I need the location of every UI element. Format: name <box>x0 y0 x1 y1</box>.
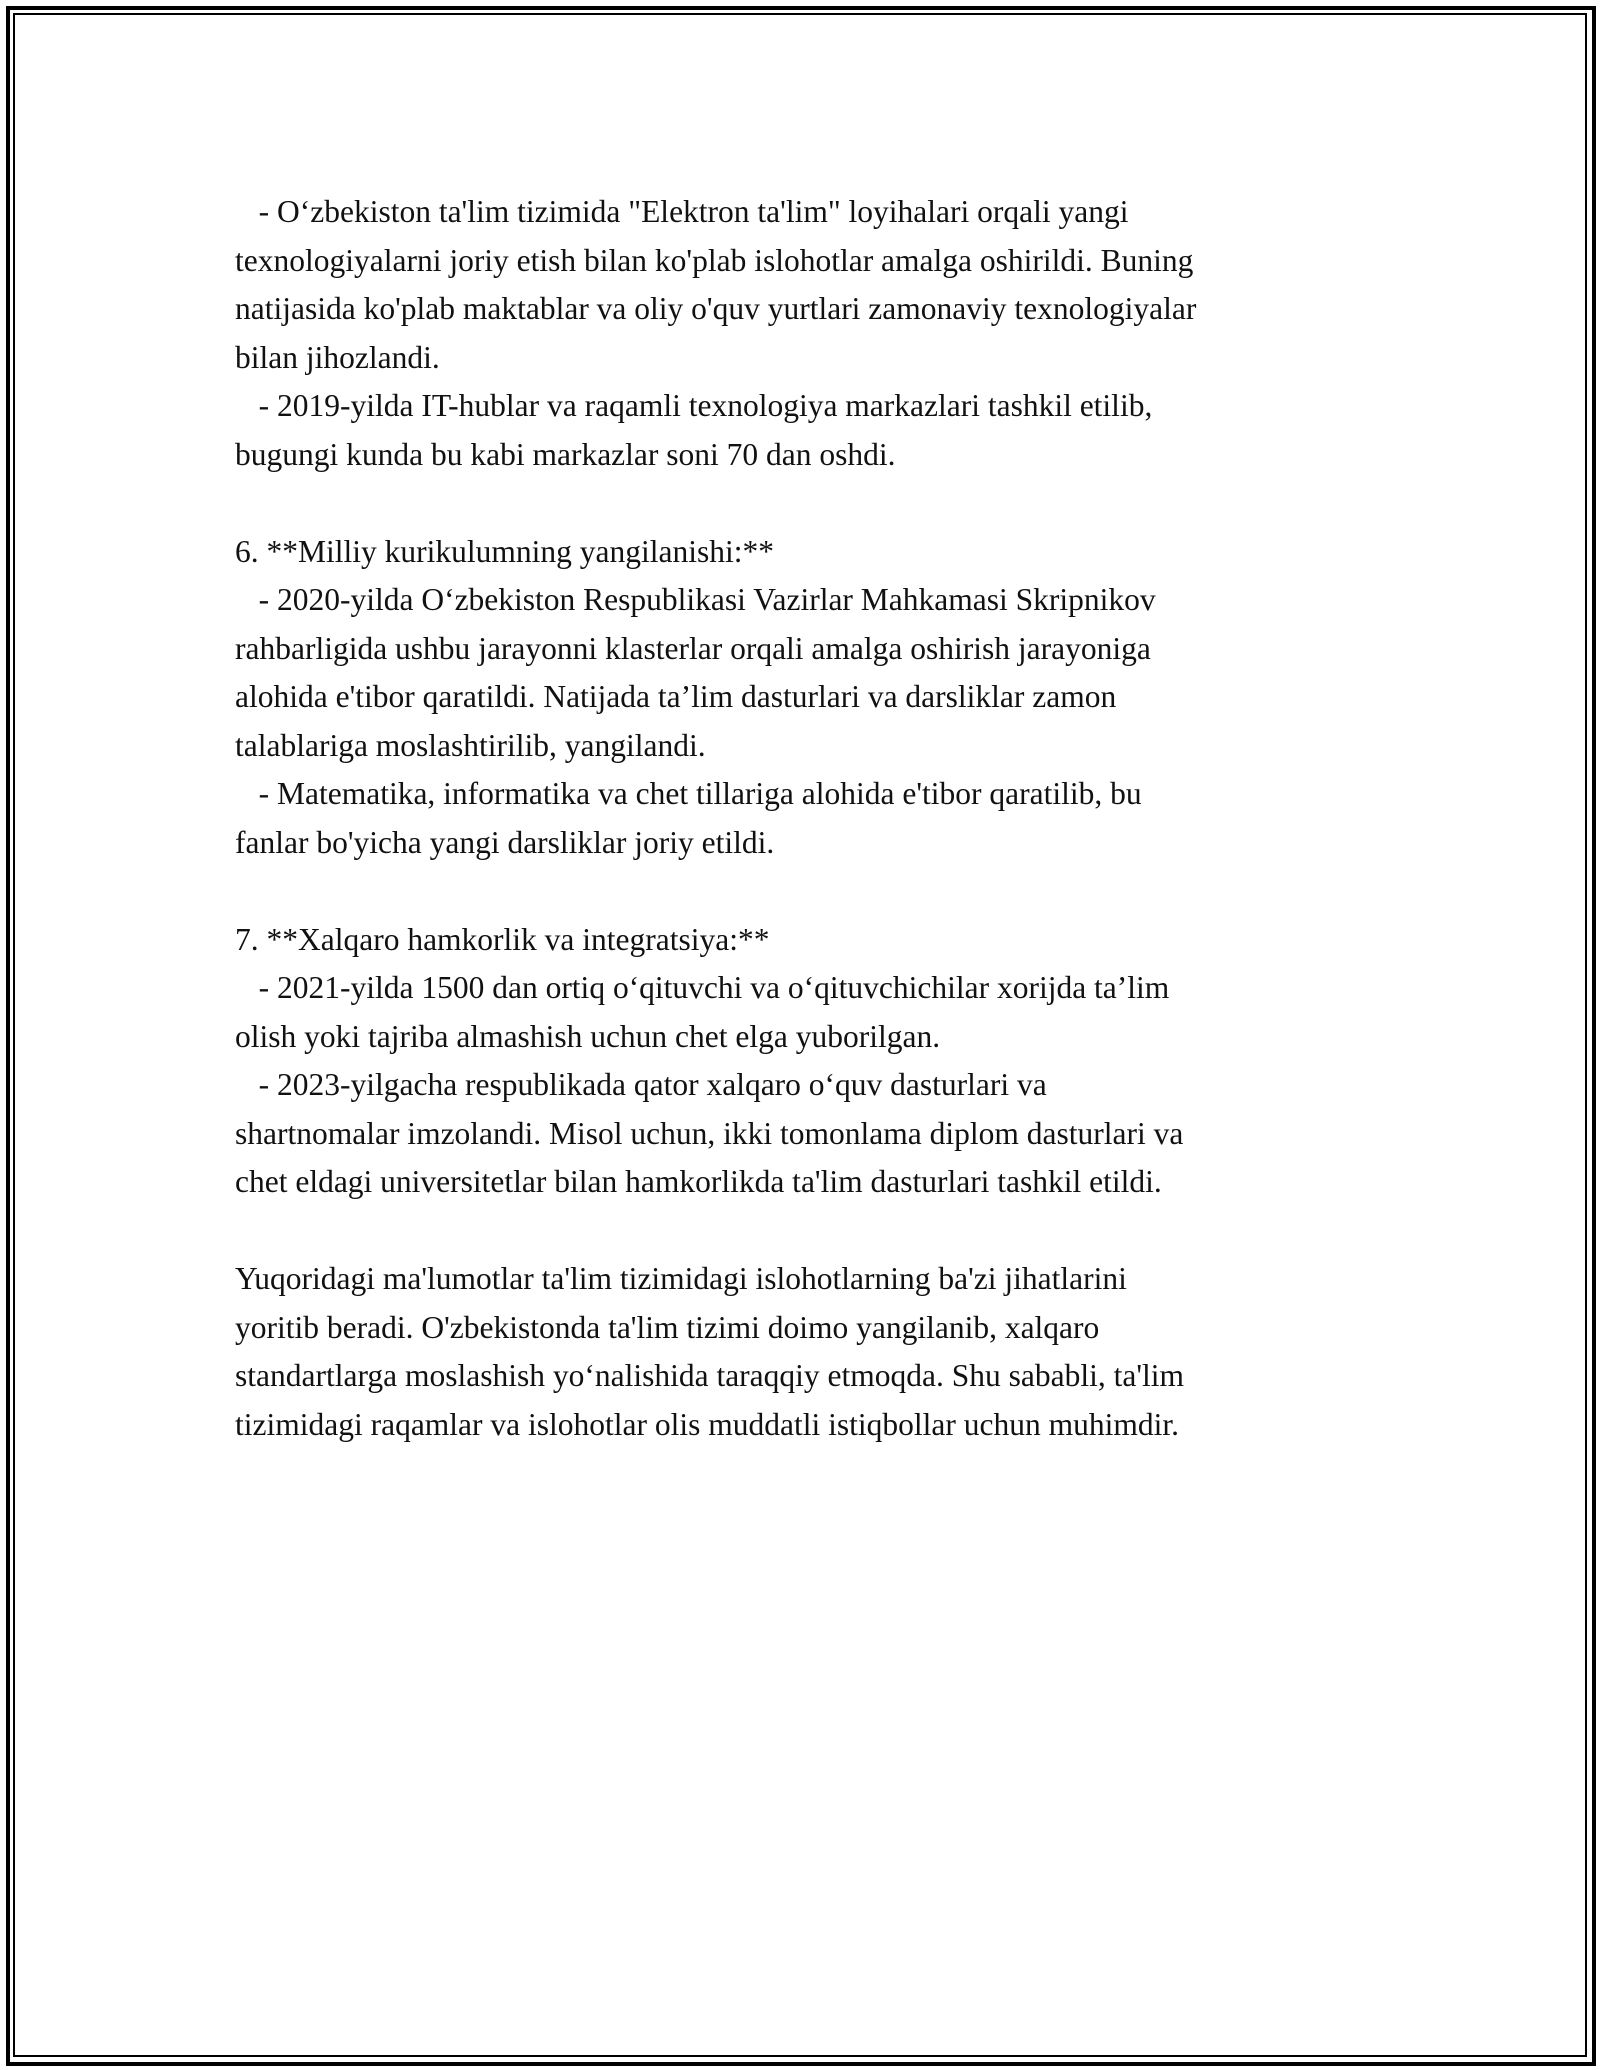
text-line: - 2021-yilda 1500 dan ortiq oʻqituvchi va oʻqituvchichilar xorijda ta’lim <box>235 970 1170 1005</box>
conclusion-line: tizimidagi raqamlar va islohotlar olis muddatli istiqbollar uchun muhimdir. <box>235 1406 1179 1442</box>
conclusion-line: yoritib beradi. O'zbekistonda ta'lim tizimi doimo yangilanib, xalqaro <box>235 1309 1100 1345</box>
document-body <box>235 188 1385 1449</box>
text-line: texnologiyalarni joriy etish bilan ko'plab islohotlar amalga oshirildi. Buning <box>235 242 1194 278</box>
text-line: shartnomalar imzolandi. Misol uchun, ikki tomonlama diplom dasturlari va <box>235 1115 1184 1151</box>
text-line: - 2020-yilda Oʻzbekiston Respublikasi Vazirlar Mahkamasi Skripnikov <box>235 582 1156 617</box>
text-line: talablariga moslashtirilib, yangilandi. <box>235 727 706 763</box>
blank-line <box>235 1207 1385 1256</box>
section-heading: 6. **Milliy kurikulumning yangilanishi:** <box>235 533 774 569</box>
text-line: bilan jihozlandi. <box>235 339 440 375</box>
conclusion-line: Yuqoridagi ma'lumotlar ta'lim tizimidagi islohotlarning ba'zi jihatlarini <box>235 1261 1127 1296</box>
blank-line <box>235 479 1385 528</box>
text-line: - Matematika, informatika va chet tillariga alohida e'tibor qaratilib, bu <box>235 776 1142 811</box>
text-line: bugungi kunda bu kabi markazlar soni 70 dan oshdi. <box>235 436 896 472</box>
text-line: rahbarligida ushbu jarayonni klasterlar orqali amalga oshirish jarayoniga <box>235 630 1151 666</box>
text-line: natijasida ko'plab maktablar va oliy o'quv yurtlari zamonaviy texnologiyalar <box>235 291 1197 326</box>
text-line: alohida e'tibor qaratildi. Natijada ta’lim dasturlari va darsliklar zamon <box>235 679 1117 714</box>
text-line: - 2023-yilgacha respublikada qator xalqaro oʻquv dasturlari va <box>235 1067 1047 1102</box>
text-line: fanlar bo'yicha yangi darsliklar joriy etildi. <box>235 824 775 860</box>
text-line: - Oʻzbekiston ta'lim tizimida "Elektron ta'lim" loyihalari orqali yangi <box>235 194 1129 229</box>
text-line: olish yoki tajriba almashish uchun chet elga yuborilgan. <box>235 1018 941 1054</box>
text-line: - 2019-yilda IT-hublar va raqamli texnologiya markazlari tashkil etilib, <box>235 388 1153 423</box>
blank-line <box>235 867 1385 916</box>
conclusion-line: standartlarga moslashish yoʻnalishida taraqqiy etmoqda. Shu sababli, ta'lim <box>235 1358 1185 1393</box>
section-heading: 7. **Xalqaro hamkorlik va integratsiya:** <box>235 921 770 957</box>
text-line: chet eldagi universitetlar bilan hamkorlikda ta'lim dasturlari tashkil etildi. <box>235 1164 1162 1199</box>
